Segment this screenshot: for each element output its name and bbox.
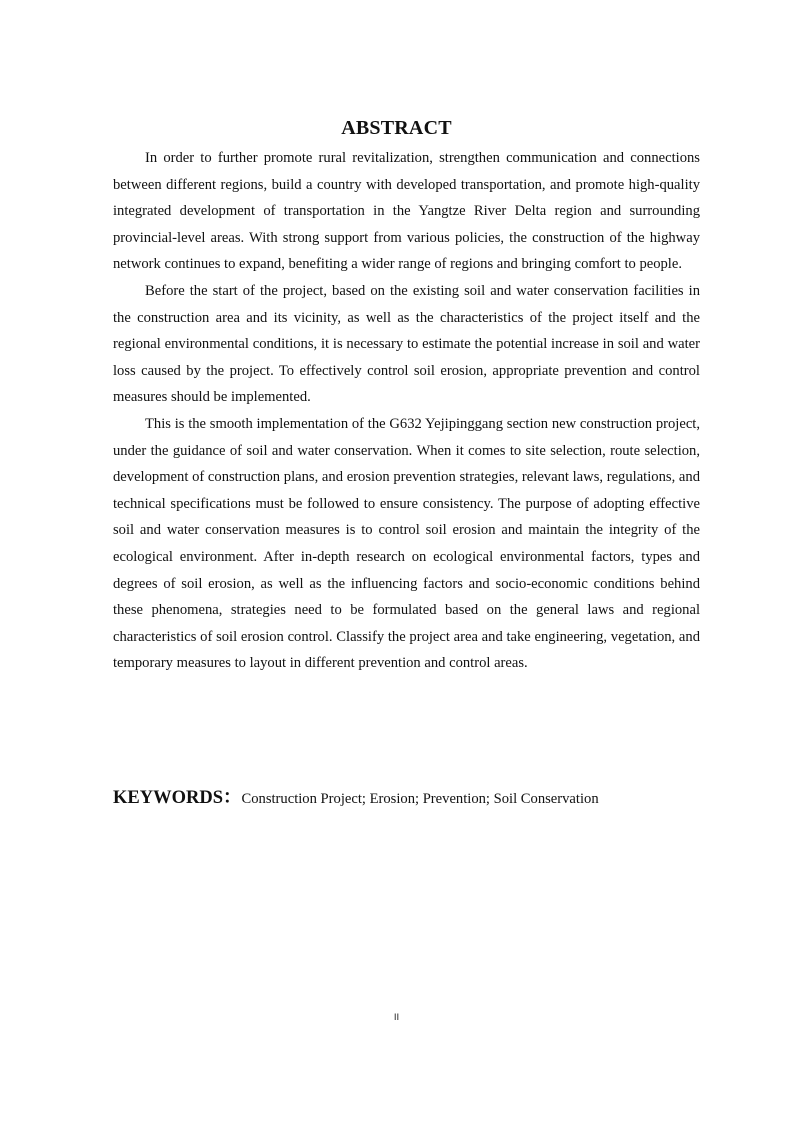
abstract-body xyxy=(113,145,700,677)
keywords-text: Construction Project; Erosion; Prevention; Soil Conservation xyxy=(241,791,599,807)
abstract-paragraph-3: This is the smooth implementation of the G632 Yejipinggang section new construction project, under the guidance of soil and water conservation. When it comes to site selection, route selection, development of construction plans, and erosion prevention strategies, relevant laws, regulations, and technical specifications must be followed to ensure consistency. The purpose of adopting effective soil and water conservation measures is to control soil erosion and maintain the integrity of the ecological environment. After in-depth research on ecological environmental factors, types and degrees of soil erosion, as well as the influencing factors and socio-economic conditions behind these phenomena, strategies need to be formulated based on the general laws and regional characteristics of soil erosion control. Classify the project area and take engineering, vegetation, and temporary measures to layout in different prevention and control areas. xyxy=(113,415,700,672)
abstract-title: ABSTRACT xyxy=(341,117,452,139)
abstract-paragraph-1: In order to further promote rural revitalization, strengthen communication and connections between different regions, build a country with developed transportation, and promote high-quality integrated development of transportation in the Yangtze River Delta region and surrounding provincial-level areas. With strong support from various policies, the construction of the highway network continues to expand, benefiting a wider range of regions and bringing comfort to people. xyxy=(113,150,700,273)
abstract-paragraph-2: Before the start of the project, based on the existing soil and water conservation facilities in the construction area and its vicinity, as well as the characteristics of the project itself and the regional environmental conditions, it is necessary to estimate the potential increase in soil and water loss caused by the project. To effectively control soil erosion, appropriate prevention and control measures should be implemented. xyxy=(113,282,700,406)
keywords-line xyxy=(113,784,713,813)
page-number: II xyxy=(393,1013,400,1023)
keywords-label: KEYWORDS： xyxy=(113,788,242,808)
